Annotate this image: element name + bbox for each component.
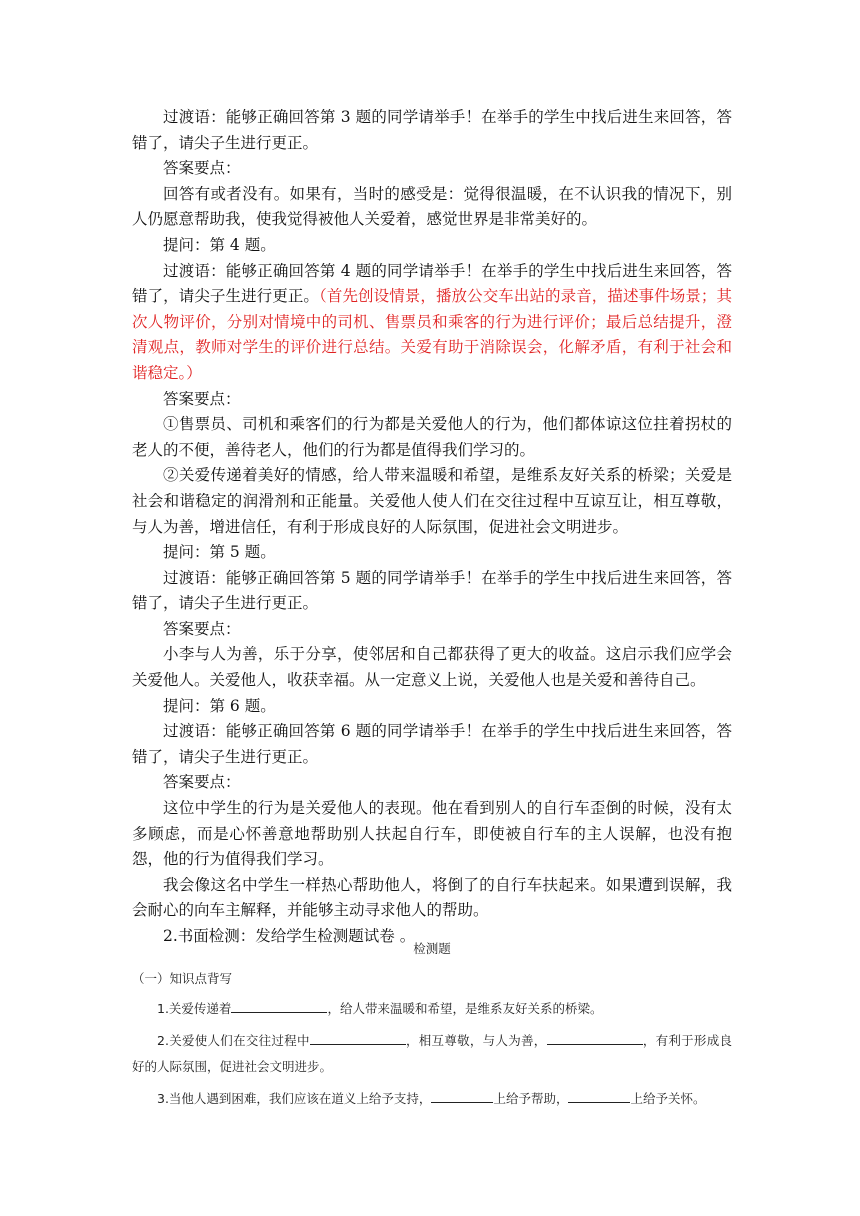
paragraph: 回答有或者没有。如果有，当时的感受是：觉得很温暖，在不认识我的情况下，别人仍愿意帮助我，使我觉得被他人关爱着，感觉世界是非常美好的。 xyxy=(132,184,732,229)
paragraph: 过渡语：能够正确回答第 5 题的同学请举手！在举手的学生中找后进生来回答，答错了，请尖子生进行更正。 xyxy=(132,568,732,613)
answer-blank[interactable] xyxy=(568,1088,630,1103)
paragraph: 过渡语：能够正确回答第 6 题的同学请举手！在举手的学生中找后进生来回答，答错了，请尖子生进行更正。 xyxy=(132,722,732,766)
paragraph: 提问：第 6 题。 xyxy=(163,696,276,715)
quiz-section-heading: （一）知识点背写 xyxy=(132,971,233,986)
paragraph: 答案要点： xyxy=(163,159,241,178)
answer-blank[interactable] xyxy=(547,1030,643,1045)
answer-blank[interactable] xyxy=(431,1088,493,1103)
paragraph: 过渡语：能够正确回答第 3 题的同学请举手！在举手的学生中找后进生来回答，答错了，请尖子生进行更正。 xyxy=(132,108,732,152)
paragraph-q4-transition xyxy=(132,259,732,387)
quiz-question-2: 2.关爱使人们在交往过程中 ，相互尊敬，与人为善， ，有利于形成良好的人际氛围，促进社会文明进步。 xyxy=(132,1028,732,1080)
quiz-title: 检测题 xyxy=(413,941,451,956)
lesson-body xyxy=(132,105,732,950)
answer-blank[interactable] xyxy=(310,1030,406,1045)
teacher-note-red: （首先创设情景，播放公交车出站的录音，描述事件场景；其次人物评价，分别对情境中的司机、售票员和乘客的行为进行评价；最后总结提升，澄清观点，教师对学生的评价进行总结。关爱有助于消除误会，化解矛盾，有利于社会和谐稳定。） xyxy=(132,287,732,382)
answer-blank[interactable] xyxy=(231,998,327,1013)
quiz-section xyxy=(132,938,732,1118)
paragraph: 答案要点： xyxy=(163,389,241,408)
paragraph: 提问：第 4 题。 xyxy=(163,235,276,254)
paragraph: ①售票员、司机和乘客们的行为都是关爱他人的行为，他们都体谅这位拄着拐杖的老人的不便，善待老人，他们的行为都是值得我们学习的。 xyxy=(132,415,732,459)
paragraph: 我会像这名中学生一样热心帮助他人，将倒了的自行车扶起来。如果遭到误解，我会耐心的向车主解释，并能够主动寻求他人的帮助。 xyxy=(132,875,732,920)
quiz-question-3: 3.当他人遇到困难，我们应该在道义上给予支持， 上给予帮助， 上给予关怀。 xyxy=(132,1086,732,1112)
paragraph: 答案要点： xyxy=(163,773,241,792)
paragraph: ②关爱传递着美好的情感，给人带来温暖和希望，是维系友好关系的桥梁；关爱是社会和谐稳定的润滑剂和正能量。关爱他人使人们在交往过程中互谅互让，相互尊敬，与人为善，增进信任，有利于形成良好的人际氛围，促进社会文明进步。 xyxy=(132,466,732,536)
paragraph: 提问：第 5 题。 xyxy=(163,543,276,562)
paragraph: 答案要点： xyxy=(163,619,241,638)
quiz-question-1: 1.关爱传递着 ，给人带来温暖和希望，是维系友好关系的桥梁。 xyxy=(132,996,732,1022)
paragraph-written-test: 2.书面检测：发给学生检测题试卷 。 xyxy=(163,927,416,945)
paragraph: 小李与人为善，乐于分享，使邻居和自己都获得了更大的收益。这启示我们应学会关爱他人。关爱他人，收获幸福。从一定意义上说，关爱他人也是关爱和善待自己。 xyxy=(132,645,732,690)
paragraph: 这位中学生的行为是关爱他人的表现。他在看到别人的自行车歪倒的时候，没有太多顾虑，而是心怀善意地帮助别人扶起自行车，即使被自行车的主人误解，也没有抱怨，他的行为值得我们学习。 xyxy=(132,799,732,869)
transition-text: 过渡语：能够正确回答第 4 题的同学请举手！在举手的学生中找后进生来回答，答错了，请尖子生进行更正。 xyxy=(132,261,732,306)
